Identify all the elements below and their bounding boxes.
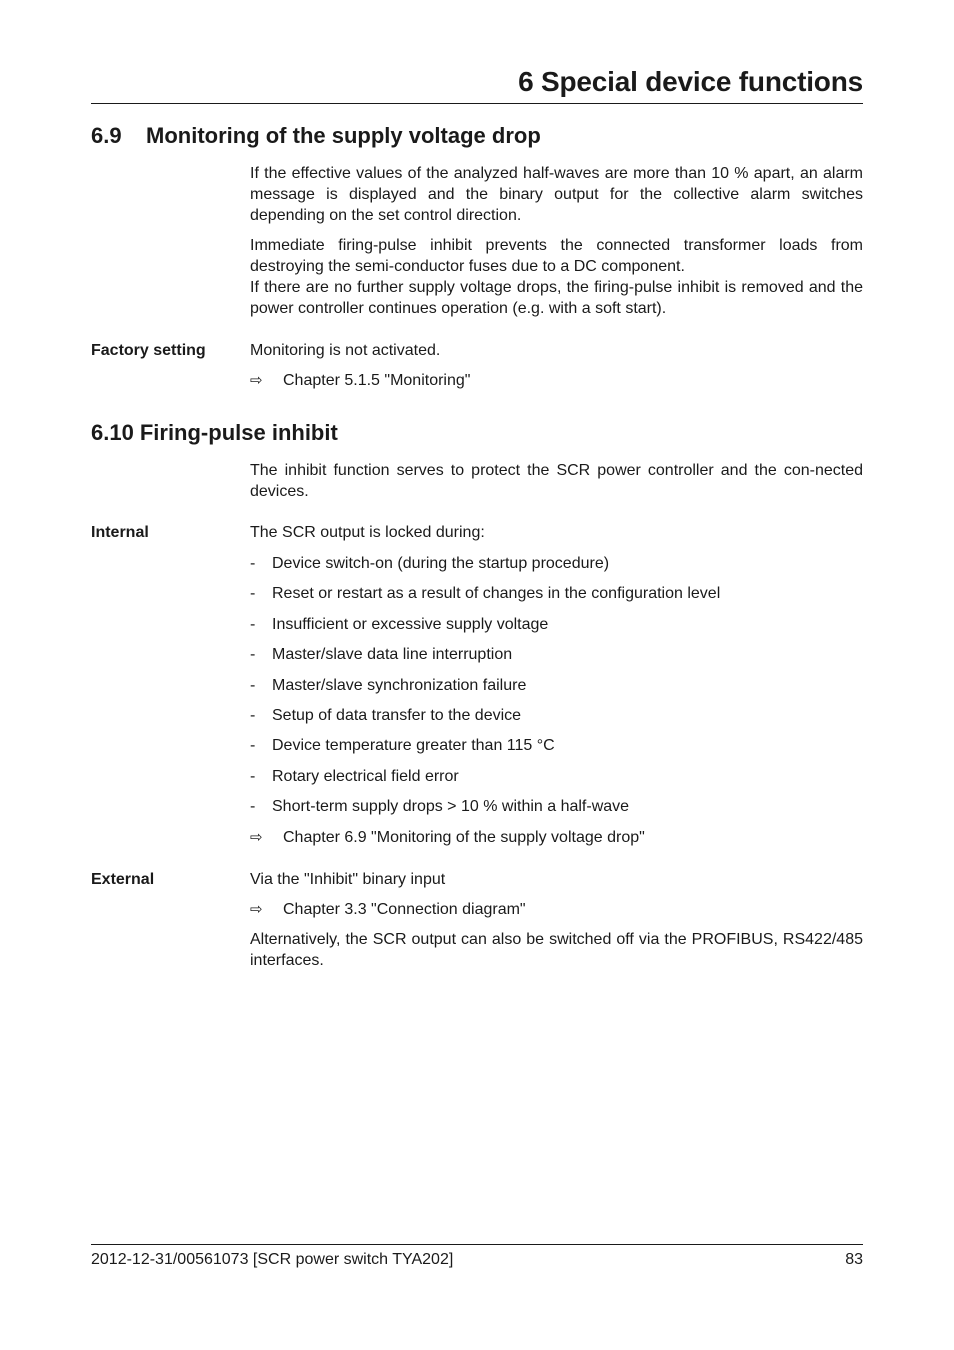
dash-bullet: - [250, 555, 256, 572]
section-title: Monitoring of the supply voltage drop [146, 123, 541, 148]
cross-reference-text: Chapter 5.1.5 "Monitoring" [283, 372, 471, 389]
section-6-10-intro: The inhibit function serves to protect the SCR power controller and the con-nected devices. [250, 462, 863, 500]
cross-reference-text: Chapter 3.3 "Connection diagram" [283, 901, 526, 918]
footer-doc-reference: 2012-12-31/00561073 [SCR power switch TYA202] [91, 1251, 454, 1268]
dash-bullet: - [250, 768, 256, 785]
list-item-text: Insufficient or excessive supply voltage [272, 616, 549, 633]
page-number: 83 [845, 1251, 863, 1268]
dash-bullet: - [250, 798, 256, 815]
list-item [250, 583, 863, 604]
external-paragraph: Alternatively, the SCR output can also be switched off via the PROFIBUS, RS422/485 interfaces. [250, 931, 863, 969]
cross-reference[interactable] [250, 899, 863, 920]
section-title: Firing-pulse inhibit [139, 420, 338, 445]
cross-reference[interactable] [250, 827, 863, 848]
list-item-text: Master/slave data line interruption [272, 646, 513, 663]
list-item-text: Short-term supply drops > 10 % within a half-wave [272, 798, 630, 815]
list-item [250, 735, 863, 756]
arrow-right-icon: ⇨ [250, 372, 263, 389]
dash-bullet: - [250, 585, 256, 602]
list-item-text: Device temperature greater than 115 °C [272, 737, 555, 754]
section-6-10-heading [91, 420, 338, 446]
chapter-title: 6 Special device functions [518, 66, 863, 97]
dash-bullet: - [250, 646, 256, 663]
dash-bullet: - [250, 737, 256, 754]
external-text: Via the "Inhibit" binary input [250, 871, 446, 888]
dash-bullet: - [250, 616, 256, 633]
list-item [250, 675, 863, 696]
footer-rule [91, 1244, 863, 1245]
paragraph-line: Immediate firing-pulse inhibit prevents the connected transformer loads from destroying the semi-conductor fuses due to a DC component. [250, 237, 863, 275]
list-item [250, 705, 863, 726]
section-6-9-heading [91, 123, 541, 149]
section-number: 6.10 [91, 420, 134, 445]
paragraph-line: If there are no further supply voltage drops, the firing-pulse inhibit is removed and the power controller continues operation (e.g. with a soft start). [250, 279, 863, 317]
list-item [250, 614, 863, 635]
list-item-text: Device switch-on (during the startup procedure) [272, 555, 610, 572]
internal-intro: The SCR output is locked during: [250, 524, 485, 541]
list-item-text: Reset or restart as a result of changes in the configuration level [272, 585, 721, 602]
list-item [250, 766, 863, 787]
dash-bullet: - [250, 707, 256, 724]
list-item [250, 644, 863, 665]
list-item [250, 796, 863, 817]
section-6-9-paragraph-2 [250, 235, 863, 319]
section-6-9-paragraph-1: If the effective values of the analyzed half-waves are more than 10 % apart, an alarm message is displayed and the binary output for the collective alarm switches depending on the set control direction. [250, 165, 863, 224]
cross-reference-text: Chapter 6.9 "Monitoring of the supply voltage drop" [283, 829, 645, 846]
header-rule [91, 103, 863, 104]
cross-reference[interactable] [250, 370, 863, 391]
list-item [250, 553, 863, 574]
section-number: 6.9 [91, 123, 122, 148]
arrow-right-icon: ⇨ [250, 829, 263, 846]
arrow-right-icon: ⇨ [250, 901, 263, 918]
external-label: External [91, 871, 155, 888]
list-item-text: Master/slave synchronization failure [272, 677, 527, 694]
factory-setting-label: Factory setting [91, 342, 206, 359]
dash-bullet: - [250, 677, 256, 694]
factory-setting-text: Monitoring is not activated. [250, 342, 441, 359]
list-item-text: Setup of data transfer to the device [272, 707, 522, 724]
list-item-text: Rotary electrical field error [272, 768, 459, 785]
internal-label: Internal [91, 524, 149, 541]
